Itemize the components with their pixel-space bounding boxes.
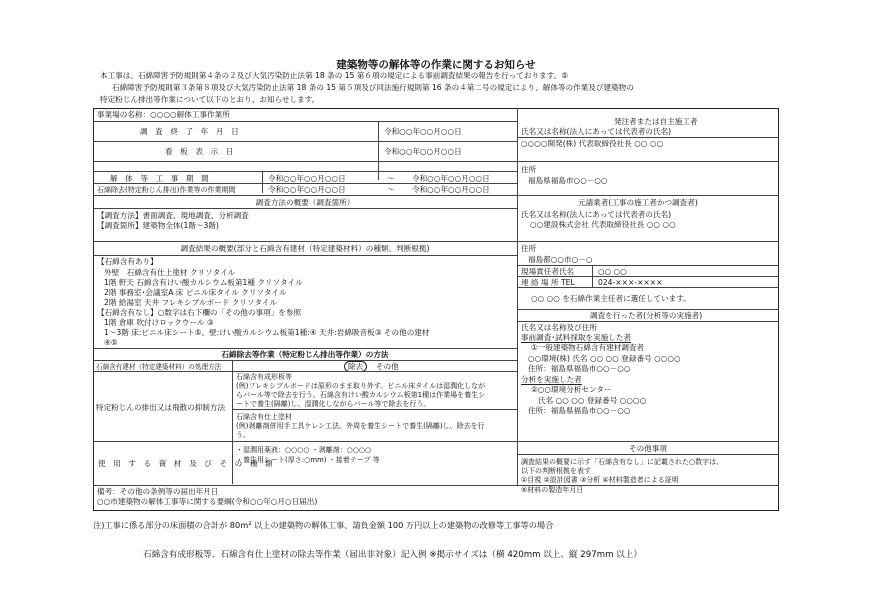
tel-label: 連 絡 場 所 TEL bbox=[521, 278, 575, 287]
others-line: ⑤材料の製造年月日 bbox=[521, 486, 584, 494]
contractor-addr: 福島都○○市○－○ bbox=[528, 255, 593, 264]
survey-result-line: ④⑤ bbox=[104, 338, 118, 347]
survey-result-line: 2階 給湯室 天井 フレキシブルボード クリソタイル bbox=[104, 298, 278, 307]
others-line: ①目視 ②設計図書 ③分析 ④材料製造者による証明 bbox=[521, 476, 679, 484]
site-name: 事業場の名称：○○○○解体工事作業所 bbox=[97, 110, 230, 119]
survey-result-line: 【石綿含有なし】○数字は右下欄の「その他の事項」を参照 bbox=[97, 308, 302, 317]
method-line: 石綿含有成形板等 bbox=[236, 373, 292, 381]
intro-line-1: 本工事は、石綿障害予防規則第４条の２及び大気汚染防止法第 18 条の 15 第６項の規定による事前調査結果の報告を行っております。⑤ bbox=[100, 71, 569, 80]
signboard-label: 看 板 表 示 日 bbox=[165, 147, 234, 156]
contractor-header: 元請業者(工事の施工者かつ調査者) bbox=[578, 198, 698, 207]
materials-label: 使 用 す る 資 材 及 び そ の 種 類 bbox=[98, 459, 273, 468]
survey-method-line: 【調査箇所】建築物全体(1階～3階) bbox=[97, 221, 219, 230]
removal-period-label: 石綿除去(特定粉じん排出)作業等の作業期間 bbox=[97, 186, 236, 194]
removal-period-sep: ～ bbox=[387, 185, 395, 194]
page-title: 建築物等の解体等の作業に関するお知らせ bbox=[336, 59, 536, 71]
manager-label: 現場責任者氏名 bbox=[521, 267, 575, 276]
method-line: 石綿含有仕上塗材 bbox=[236, 413, 292, 421]
survey-end-date: 令和○○年○○月○○日 bbox=[384, 127, 462, 136]
client-header: 発注者または自主施工者 bbox=[614, 117, 698, 126]
caption: 石綿含有成形板等、石綿含有仕上塗材の除去等作業（届出非対象）記入例 ※掲示サイズは（横 420mm 以上、縦 297mm 以上） bbox=[143, 550, 642, 560]
client-addr: 福島県福島市○○－○○ bbox=[528, 176, 608, 185]
contractor-name: ○○建設株式会社 代表取締役社長 ○○ ○○ bbox=[530, 220, 676, 229]
survey-method-line: 【調査方法】書面調査、現地調査、分析調査 bbox=[97, 211, 249, 220]
removal-work-header: 石綿除去等作業（特定粉じん排出等作業）の方法 bbox=[221, 350, 389, 359]
method-line: (例)フレキシブルボードは原形のまま取り外す。ビニル床タイルは湿潤化しなが bbox=[236, 382, 486, 390]
investigator-name-label: 氏名又は名称及び住所 bbox=[521, 323, 597, 332]
manager-name: ○○ ○○ bbox=[598, 267, 627, 276]
method-line: ートで養生(隔離)し、湿潤化しながらバール等で除去を行う。 bbox=[236, 400, 431, 408]
pre-survey-addr: 住所：福島県福島市○○－○○ bbox=[528, 364, 631, 373]
column-divider bbox=[517, 108, 518, 485]
work-period-to: 令和○○年○○月○○日 bbox=[412, 174, 490, 183]
pre-survey-label: 事前調査･試料採取を実施した者 bbox=[521, 333, 632, 342]
intro-line-2: 石綿障害予防規則第３条第８項及び大気汚染防止法第 18 条の 15 第５項及び同法施行規則第 16 条の４第二号の規定により、解体等の作業及び建築物の bbox=[112, 83, 634, 92]
survey-result-line: 1～3階 床:ビニル床シート⑤、壁:けい酸カルシウム板第1種:④ 天井:岩綿吸音板③ その他の建材 bbox=[104, 328, 430, 337]
client-name-label: 氏名又は名称(法人にあっては代表者の氏名) bbox=[521, 127, 672, 136]
material-method-header: 石綿含有建材（特定建築材料）の処理方法 bbox=[96, 363, 222, 371]
suppression-method-label: 特定粉じんの排出又は飛散の抑制方法 bbox=[96, 403, 226, 412]
others-line: 調査結果の概要に示す「石綿含有なし」に記載された○数字は、 bbox=[521, 458, 724, 466]
client-addr-label: 住所 bbox=[521, 165, 537, 174]
asbestos-chief: ○○ ○○ を石綿作業主任者に選任しています。 bbox=[531, 294, 691, 303]
removal-option: 除去 bbox=[344, 362, 367, 372]
others-header: その他事項 bbox=[629, 444, 667, 453]
survey-result-line: 2階 事務室･会議室A 床 ビニル床タイル クリソタイル bbox=[104, 288, 287, 297]
method-line: (例)剥離剤併用手工具ケレン工法。外周を養生シートで養生(隔離)し、除去を行 bbox=[236, 422, 485, 430]
analysis-label: 分析を実施した者 bbox=[521, 375, 582, 384]
work-period-sep: ～ bbox=[387, 174, 395, 183]
others-line: 以下の判断根拠を表す bbox=[521, 467, 591, 475]
method-line: う。 bbox=[236, 431, 250, 439]
materials-line: ・養生用シート(厚さ:○mm) ・接着テープ 等 bbox=[236, 456, 380, 464]
survey-result-line: 1階 軒天 石綿含有けい酸カルシウム板第1種 クリソタイル bbox=[104, 278, 303, 287]
survey-result-line: 外壁 石綿含有仕上塗材 クリソタイル bbox=[104, 268, 236, 277]
client-name: ○○○○開発(株) 代表取締役社長 ○○ ○○ bbox=[521, 139, 664, 148]
contractor-addr-label: 住所 bbox=[521, 244, 537, 253]
work-period-from: 令和○○年○○月○○日 bbox=[268, 174, 346, 183]
removal-period-from: 令和○○年○○月○○日 bbox=[268, 185, 346, 194]
survey-result-line: 1階 倉庫 吹付けロックウール ③ bbox=[104, 318, 214, 327]
pre-survey-item: ①一般建築物石綿含有建材調査者 bbox=[531, 343, 645, 352]
footnote: 注)工事に係る部分の床面積の合計が 80m² 以上の建築物の解体工事、請負金額 100 万円以上の建築物の改修等工事等の場合 bbox=[93, 520, 554, 530]
survey-end-label: 調 査 終 了 年 月 日 bbox=[140, 127, 239, 136]
intro-line-3: 特定粉じん排出等作業について以下のとおり、お知らせします。 bbox=[100, 95, 320, 104]
tel-number: 024-×××-×××× bbox=[598, 278, 663, 287]
survey-result-header: 調査結果の概要(部分と石綿含有建材（特定建築材料）の種類、判断根拠) bbox=[180, 244, 430, 253]
method-line: らバール等で除去を行う。石綿含有けい酸カルシウム板第1種は作業場を養生シ bbox=[236, 391, 486, 399]
pre-survey-name: ○○環境(株) 氏名 ○○ ○○ 登録番号 ○○○○ bbox=[528, 354, 681, 363]
remarks-label: 備考：その他の条例等の届出年月日 bbox=[97, 487, 219, 496]
analysis-name: 氏名 ○○ ○○ 登録番号 ○○○○ bbox=[538, 396, 647, 405]
materials-line: ・湿潤用薬液：○○○○ ・剥離剤：○○○○ bbox=[236, 446, 372, 454]
work-period-label: 解 体 等 工 事 期 間 bbox=[110, 174, 209, 183]
survey-result-line: 【石綿含有あり】 bbox=[97, 257, 158, 266]
other-option: その他 bbox=[376, 362, 399, 371]
survey-method-header: 調査方法の概要（調査箇所） bbox=[255, 198, 355, 207]
contractor-name-label: 氏名又は名称(法人にあっては代表者の氏名) bbox=[521, 210, 672, 219]
removal-period-to: 令和○○年○○月○○日 bbox=[412, 185, 490, 194]
analysis-item: ②○○環境分析センター bbox=[531, 385, 612, 394]
investigator-header: 調査を行った者(分析等の実施者) bbox=[590, 311, 703, 320]
signboard-date: 令和○○年○○月○○日 bbox=[384, 147, 462, 156]
analysis-addr: 住所：福島県福島市○○－○○ bbox=[528, 406, 631, 415]
remarks-value: ○○市建築物の解体工事等に関する要綱(令和○○年○月○日届出) bbox=[97, 497, 318, 506]
